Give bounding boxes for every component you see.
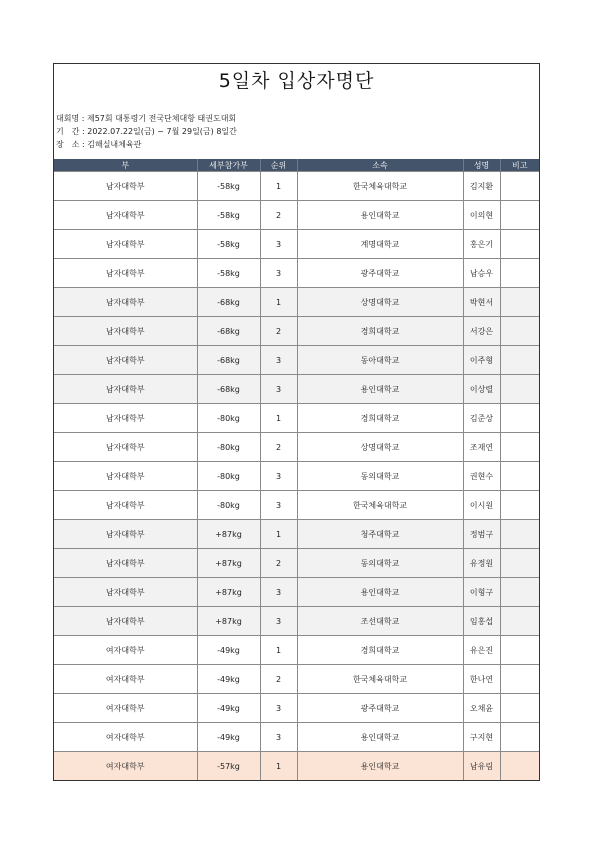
cell-weight: -80kg bbox=[197, 491, 260, 520]
cell-weight: -58kg bbox=[197, 259, 260, 288]
table-row bbox=[54, 288, 539, 317]
cell-school: 한국체육대학교 bbox=[297, 491, 463, 520]
cell-rank: 2 bbox=[260, 317, 297, 346]
cell-rank: 1 bbox=[260, 520, 297, 549]
cell-name: 홍은기 bbox=[463, 230, 500, 259]
cell-weight: -68kg bbox=[197, 288, 260, 317]
cell-weight: -80kg bbox=[197, 404, 260, 433]
cell-weight: -80kg bbox=[197, 433, 260, 462]
results-sheet bbox=[53, 63, 540, 781]
cell-note bbox=[500, 288, 539, 317]
table-row bbox=[54, 317, 539, 346]
cell-division: 남자대학부 bbox=[54, 491, 197, 520]
cell-school: 동의대학교 bbox=[297, 549, 463, 578]
cell-name: 이의현 bbox=[463, 201, 500, 230]
cell-school: 계명대학교 bbox=[297, 230, 463, 259]
column-header-rank: 순위 bbox=[260, 159, 297, 172]
table-row bbox=[54, 259, 539, 288]
table-row bbox=[54, 665, 539, 694]
cell-school: 경희대학교 bbox=[297, 317, 463, 346]
cell-division: 여자대학부 bbox=[54, 636, 197, 665]
table-row bbox=[54, 752, 539, 781]
cell-weight: -68kg bbox=[197, 317, 260, 346]
event-name-row: 대회명 : 제57회 대통령기 전국단체대항 태권도대회 bbox=[56, 114, 237, 123]
cell-school: 용인대학교 bbox=[297, 723, 463, 752]
cell-weight: -49kg bbox=[197, 636, 260, 665]
cell-division: 남자대학부 bbox=[54, 317, 197, 346]
cell-note bbox=[500, 259, 539, 288]
cell-school: 동의대학교 bbox=[297, 462, 463, 491]
info-label: 기 간 bbox=[56, 127, 80, 136]
table-row bbox=[54, 201, 539, 230]
info-label: 대회명 bbox=[56, 114, 80, 123]
table-row bbox=[54, 462, 539, 491]
cell-division: 남자대학부 bbox=[54, 346, 197, 375]
cell-rank: 2 bbox=[260, 201, 297, 230]
cell-name: 조재연 bbox=[463, 433, 500, 462]
cell-name: 유은진 bbox=[463, 636, 500, 665]
cell-division: 남자대학부 bbox=[54, 520, 197, 549]
cell-note bbox=[500, 317, 539, 346]
cell-note bbox=[500, 665, 539, 694]
cell-note bbox=[500, 346, 539, 375]
cell-school: 상명대학교 bbox=[297, 433, 463, 462]
cell-school: 한국체육대학교 bbox=[297, 172, 463, 201]
cell-rank: 1 bbox=[260, 288, 297, 317]
cell-weight: +87kg bbox=[197, 578, 260, 607]
column-header-division: 부 bbox=[54, 159, 197, 172]
cell-name: 남승우 bbox=[463, 259, 500, 288]
cell-school: 한국체육대학교 bbox=[297, 665, 463, 694]
event-info bbox=[54, 98, 539, 159]
cell-name: 이주형 bbox=[463, 346, 500, 375]
cell-division: 남자대학부 bbox=[54, 288, 197, 317]
cell-school: 경희대학교 bbox=[297, 636, 463, 665]
cell-division: 여자대학부 bbox=[54, 752, 197, 781]
cell-name: 김준상 bbox=[463, 404, 500, 433]
cell-division: 남자대학부 bbox=[54, 230, 197, 259]
cell-note bbox=[500, 201, 539, 230]
cell-school: 용인대학교 bbox=[297, 201, 463, 230]
cell-school: 광주대학교 bbox=[297, 694, 463, 723]
column-header-name: 성명 bbox=[463, 159, 500, 172]
cell-rank: 2 bbox=[260, 433, 297, 462]
table-row bbox=[54, 404, 539, 433]
table-row bbox=[54, 491, 539, 520]
cell-name: 정범구 bbox=[463, 520, 500, 549]
table-row bbox=[54, 433, 539, 462]
cell-school: 상명대학교 bbox=[297, 288, 463, 317]
cell-division: 남자대학부 bbox=[54, 607, 197, 636]
cell-school: 동아대학교 bbox=[297, 346, 463, 375]
cell-note bbox=[500, 433, 539, 462]
cell-name: 한나연 bbox=[463, 665, 500, 694]
cell-division: 남자대학부 bbox=[54, 259, 197, 288]
cell-rank: 3 bbox=[260, 491, 297, 520]
cell-name: 김지환 bbox=[463, 172, 500, 201]
cell-school: 청주대학교 bbox=[297, 520, 463, 549]
column-header-weight: 세부참가부 bbox=[197, 159, 260, 172]
cell-rank: 2 bbox=[260, 549, 297, 578]
table-row bbox=[54, 230, 539, 259]
cell-note bbox=[500, 404, 539, 433]
cell-division: 남자대학부 bbox=[54, 404, 197, 433]
cell-division: 여자대학부 bbox=[54, 723, 197, 752]
table-row bbox=[54, 723, 539, 752]
cell-weight: +87kg bbox=[197, 549, 260, 578]
cell-weight: -57kg bbox=[197, 752, 260, 781]
cell-rank: 3 bbox=[260, 230, 297, 259]
cell-school: 용인대학교 bbox=[297, 375, 463, 404]
column-header-school: 소속 bbox=[297, 159, 463, 172]
cell-weight: -68kg bbox=[197, 346, 260, 375]
cell-note bbox=[500, 752, 539, 781]
cell-name: 이상렬 bbox=[463, 375, 500, 404]
cell-division: 남자대학부 bbox=[54, 375, 197, 404]
cell-name: 권현수 bbox=[463, 462, 500, 491]
cell-rank: 3 bbox=[260, 346, 297, 375]
cell-rank: 3 bbox=[260, 607, 297, 636]
cell-school: 광주대학교 bbox=[297, 259, 463, 288]
info-label: 장 소 bbox=[56, 140, 80, 149]
cell-name: 박현서 bbox=[463, 288, 500, 317]
cell-note bbox=[500, 172, 539, 201]
cell-note bbox=[500, 607, 539, 636]
cell-division: 남자대학부 bbox=[54, 201, 197, 230]
cell-name: 구지현 bbox=[463, 723, 500, 752]
cell-school: 경희대학교 bbox=[297, 404, 463, 433]
cell-note bbox=[500, 578, 539, 607]
cell-note bbox=[500, 549, 539, 578]
cell-name: 임홍섭 bbox=[463, 607, 500, 636]
cell-school: 조선대학교 bbox=[297, 607, 463, 636]
cell-weight: -49kg bbox=[197, 694, 260, 723]
cell-note bbox=[500, 636, 539, 665]
cell-name: 이시원 bbox=[463, 491, 500, 520]
cell-rank: 3 bbox=[260, 694, 297, 723]
cell-note bbox=[500, 462, 539, 491]
cell-division: 여자대학부 bbox=[54, 694, 197, 723]
cell-note bbox=[500, 491, 539, 520]
cell-note bbox=[500, 230, 539, 259]
cell-name: 서강은 bbox=[463, 317, 500, 346]
cell-weight: +87kg bbox=[197, 520, 260, 549]
info-value: 김해실내체육관 bbox=[87, 140, 142, 149]
table-header-row bbox=[54, 159, 539, 172]
cell-note bbox=[500, 375, 539, 404]
table-row bbox=[54, 636, 539, 665]
table-row bbox=[54, 346, 539, 375]
cell-weight: -49kg bbox=[197, 665, 260, 694]
event-venue-row: 장 소 : 김해실내체육관 bbox=[56, 140, 142, 149]
cell-rank: 2 bbox=[260, 665, 297, 694]
cell-division: 남자대학부 bbox=[54, 172, 197, 201]
cell-rank: 3 bbox=[260, 578, 297, 607]
table-row bbox=[54, 520, 539, 549]
cell-division: 남자대학부 bbox=[54, 549, 197, 578]
table-row bbox=[54, 375, 539, 404]
cell-note bbox=[500, 694, 539, 723]
cell-rank: 3 bbox=[260, 723, 297, 752]
info-value: 제57회 대통령기 전국단체대항 태권도대회 bbox=[86, 114, 237, 123]
cell-division: 남자대학부 bbox=[54, 433, 197, 462]
table-row bbox=[54, 549, 539, 578]
cell-weight: +87kg bbox=[197, 607, 260, 636]
table-row bbox=[54, 607, 539, 636]
cell-rank: 1 bbox=[260, 752, 297, 781]
cell-weight: -49kg bbox=[197, 723, 260, 752]
cell-school: 용인대학교 bbox=[297, 752, 463, 781]
cell-name: 오채윤 bbox=[463, 694, 500, 723]
cell-division: 남자대학부 bbox=[54, 462, 197, 491]
cell-weight: -80kg bbox=[197, 462, 260, 491]
cell-division: 여자대학부 bbox=[54, 665, 197, 694]
table-row bbox=[54, 172, 539, 201]
cell-weight: -68kg bbox=[197, 375, 260, 404]
page-title: 5일차 입상자명단 bbox=[218, 70, 375, 92]
cell-name: 이형구 bbox=[463, 578, 500, 607]
cell-note bbox=[500, 520, 539, 549]
results-table bbox=[54, 159, 539, 780]
cell-weight: -58kg bbox=[197, 201, 260, 230]
cell-rank: 3 bbox=[260, 375, 297, 404]
cell-rank: 3 bbox=[260, 259, 297, 288]
table-body bbox=[54, 172, 539, 781]
table-row bbox=[54, 694, 539, 723]
column-header-note: 비고 bbox=[500, 159, 539, 172]
cell-rank: 1 bbox=[260, 404, 297, 433]
cell-weight: -58kg bbox=[197, 172, 260, 201]
cell-name: 유정원 bbox=[463, 549, 500, 578]
cell-name: 남유림 bbox=[463, 752, 500, 781]
cell-rank: 1 bbox=[260, 636, 297, 665]
cell-school: 용인대학교 bbox=[297, 578, 463, 607]
cell-rank: 1 bbox=[260, 172, 297, 201]
table-row bbox=[54, 578, 539, 607]
cell-weight: -58kg bbox=[197, 230, 260, 259]
cell-division: 남자대학부 bbox=[54, 578, 197, 607]
cell-note bbox=[500, 723, 539, 752]
info-value: 2022.07.22일(금) ~ 7월 29일(금) 8일간 bbox=[87, 127, 237, 136]
cell-rank: 3 bbox=[260, 462, 297, 491]
event-period-row: 기 간 : 2022.07.22일(금) ~ 7월 29일(금) 8일간 bbox=[56, 127, 237, 136]
